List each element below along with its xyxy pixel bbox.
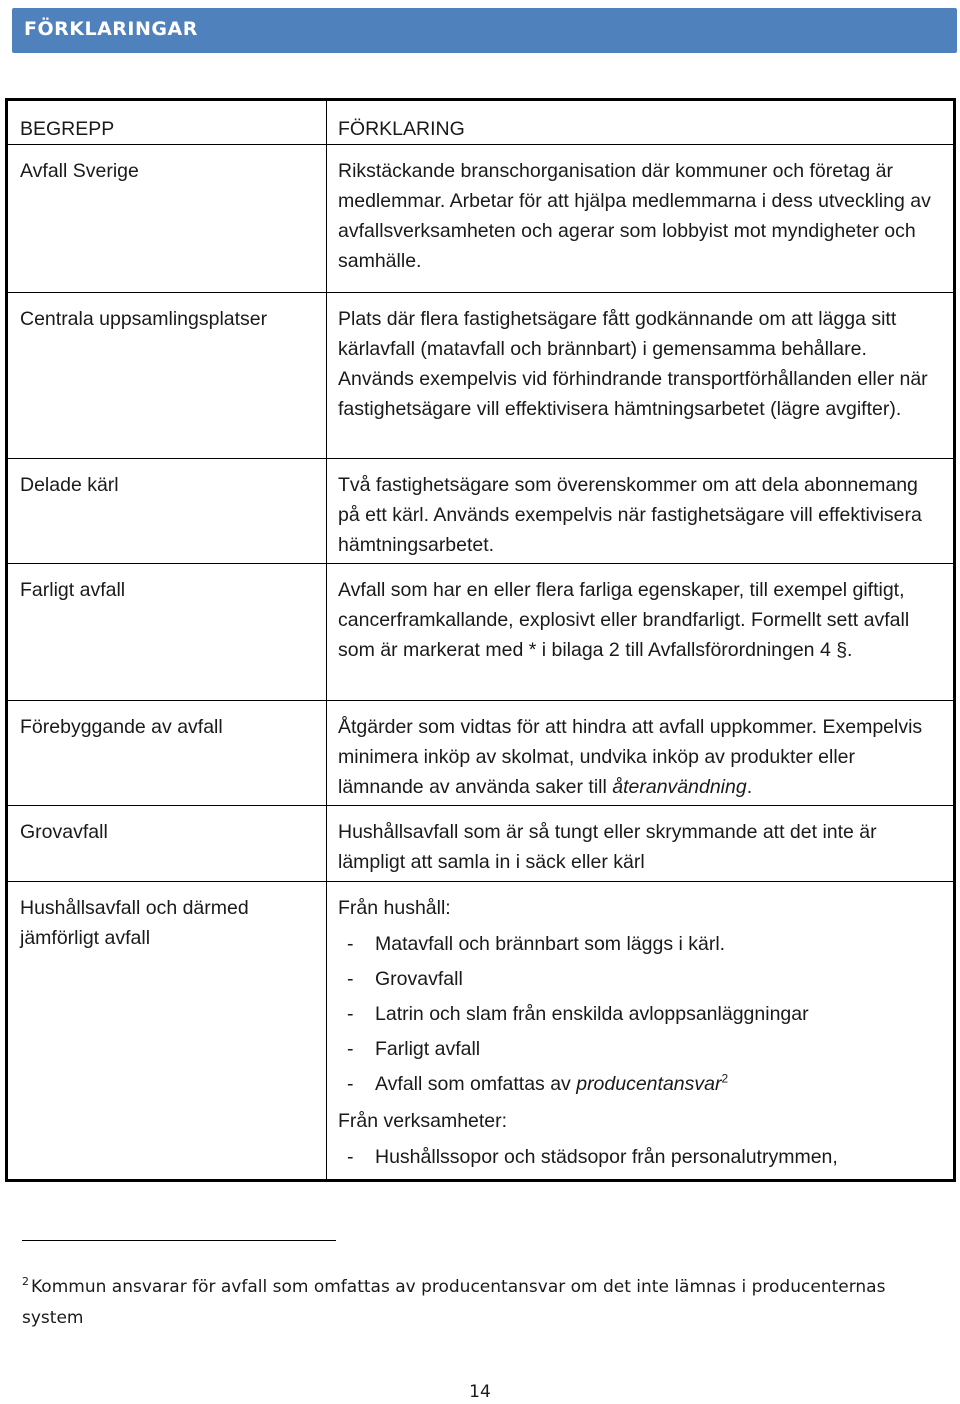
table-header-row [7,100,955,145]
table-row [7,293,955,459]
term-cell: Centrala uppsamlingsplatser [7,293,327,459]
list-item: - Matavfall och brännbart som läggs i kärl. [338,927,943,962]
footnote-text: Kommun ansvarar för avfall som omfattas av producentansvar om det inte lämnas i producenternas system [22,1277,886,1328]
producer-responsibility-term: producentansvar [576,1073,722,1095]
from-businesses-label: Från verksamheter: [338,1110,508,1132]
explanation-emphasis: återanvändning [612,776,747,798]
table-row [7,145,955,293]
dash-bullet: - [347,1073,354,1095]
section-title: FÖRKLARINGAR [24,18,198,40]
page-number: 14 [469,1382,491,1402]
list-item: - Avfall som omfattas av producentansvar$^2$ [338,1067,943,1102]
footnote [22,1272,932,1334]
term-cell: Hushållsavfall och därmed jämförligt avfall [7,882,327,1181]
business-list [338,1140,943,1175]
list-item: - Latrin och slam från enskilda avloppsanläggningar [338,997,943,1032]
dash-bullet: - [347,1038,354,1060]
from-households-label: Från hushåll: [338,897,451,919]
table-row [7,701,955,806]
explanation-cell: Plats där flera fastighetsägare fått godkännande om att lägga sitt kärlavfall (matavfall och brännbart) i gemensamma behållare. Används exempelvis vid förhindrande transportförhållanden eller när fastighetsägare vill effektivisera hämtningsarbetet (lägre avgifter). [327,293,955,459]
table-row [7,459,955,564]
explanation-cell [327,701,955,806]
glossary-table [5,98,956,1182]
explanation-cell: Rikstäckande branschorganisation där kommuner och företag är medlemmar. Arbetar för att hjälpa medlemmarna i dess utveckling av avfallsverksamheten och agerar som lobbyist mot myndigheter och samhälle. [327,145,955,293]
household-list [338,927,943,1102]
dash-bullet: - [347,968,354,990]
column-header-explanation: FÖRKLARING [327,100,955,145]
list-item: - Grovavfall [338,962,943,997]
footnote-separator [22,1240,336,1241]
term-cell: Delade kärl [7,459,327,564]
term-cell: Avfall Sverige [7,145,327,293]
explanation-cell: Två fastighetsägare som överenskommer om att dela abonnemang på ett kärl. Används exempelvis när fastighetsägare vill effektivisera hämtningsarbetet. [327,459,955,564]
section-header-bar [12,8,957,53]
dash-bullet: - [347,1146,354,1168]
dash-bullet: - [347,933,354,955]
explanation-text-end: . [746,776,753,798]
list-item: - Farligt avfall [338,1032,943,1067]
explanation-cell: Hushållsavfall som är så tungt eller skrymmande att det inte är lämpligt att samla in i säck eller kärl [327,806,955,882]
term-cell: Förebyggande av avfall [7,701,327,806]
dash-bullet: - [347,1003,354,1025]
table-row [7,882,955,1181]
table-row [7,564,955,701]
explanation-cell: Avfall som har en eller flera farliga egenskaper, till exempel giftigt, cancerframkallande, explosivt eller brandfarligt. Formellt sett avfall som är markerat med * i bilaga 2 till Avfallsförordningen 4 §. [327,564,955,701]
term-cell: Farligt avfall [7,564,327,701]
footnote-number: 2 [22,1275,29,1289]
column-header-term: BEGREPP [7,100,327,145]
list-item: - Hushållssopor och städsopor från personalutrymmen, [338,1140,943,1175]
footnote-reference: 2 [721,1071,729,1086]
term-cell: Grovavfall [7,806,327,882]
table-row [7,806,955,882]
explanation-cell [327,882,955,1181]
explanation-text: Åtgärder som vidtas för att hindra att avfall uppkommer. Exempelvis minimera inköp av skolmat, undvika inköp av produkter eller lämnande av använda saker till [338,716,923,798]
